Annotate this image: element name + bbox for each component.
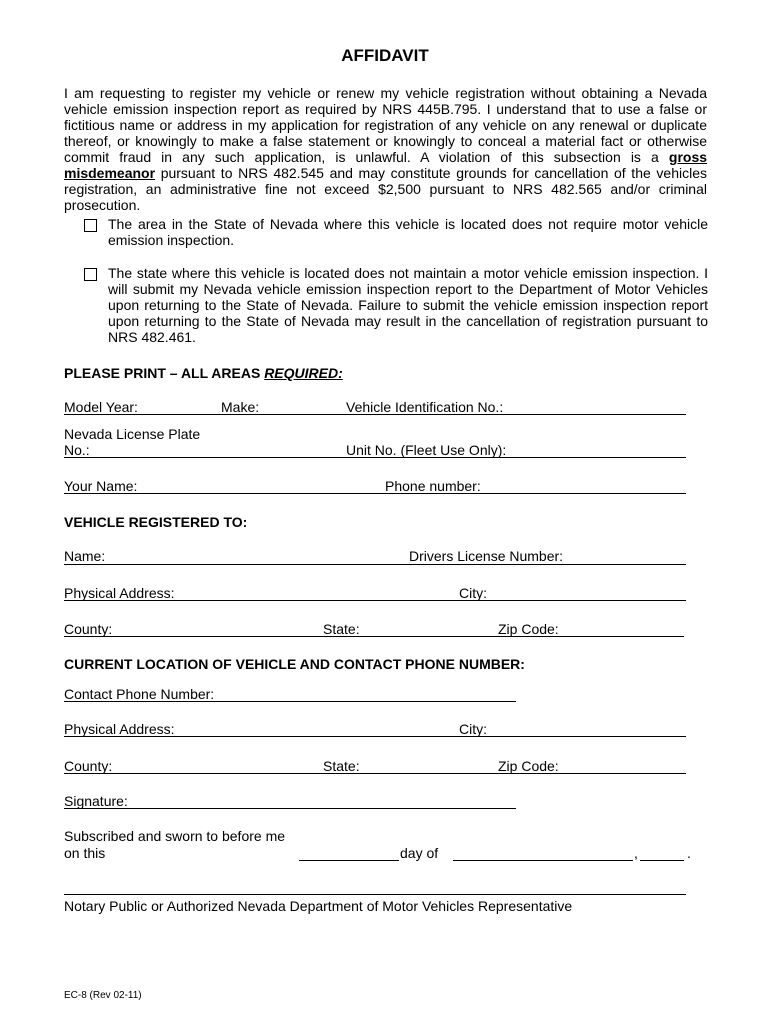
print-heading-required: REQUIRED: <box>264 365 343 381</box>
option-1-checkbox[interactable] <box>84 219 97 232</box>
loc-city-label: City: <box>459 721 487 737</box>
reg-city-label: City: <box>459 585 487 601</box>
sworn-day-line[interactable] <box>299 860 399 861</box>
option-2-checkbox[interactable] <box>84 268 97 281</box>
sworn-year-line[interactable] <box>640 860 684 861</box>
plate-unit-line[interactable] <box>64 457 686 458</box>
reg-state-label: State: <box>323 621 360 637</box>
sworn-line2: on this <box>64 845 106 861</box>
intro-emphasis: gross misdemeanor <box>64 149 708 181</box>
reg-dl-label: Drivers License Number: <box>409 548 564 564</box>
sworn-day-of-label: day of <box>400 845 439 861</box>
location-heading: CURRENT LOCATION OF VEHICLE AND CONTACT PHONE NUMBER: <box>64 656 525 672</box>
loc-address-line[interactable] <box>64 736 686 737</box>
loc-zip-label: Zip Code: <box>498 758 559 774</box>
loc-address-label: Physical Address: <box>64 721 175 737</box>
intro-text-before: I am requesting to register my vehicle or renew my vehicle registration without obtaining a Nevada vehicle emission inspection report as required by NRS 445B.795. I understand that to use a false or fictitious name or address in my application for registration of any vehicle on any renewal or duplicate thereof, or knowingly to make a false statement or knowingly to conceal a material fact or otherwise commit fraud in any such application, is unlawful. A violation of this subsection is a <box>64 85 707 165</box>
reg-zip-label: Zip Code: <box>498 621 559 637</box>
registered-heading: VEHICLE REGISTERED TO: <box>64 514 248 530</box>
reg-address-label: Physical Address: <box>64 585 175 601</box>
loc-county-label: County: <box>64 758 113 774</box>
loc-county-line[interactable] <box>64 773 686 774</box>
notary-label: Notary Public or Authorized Nevada Department of Motor Vehicles Representative <box>64 898 573 914</box>
option-1-text: The area in the State of Nevada where this vehicle is located does not require motor vehicle emission inspection. <box>108 216 708 248</box>
reg-name-line[interactable] <box>64 564 686 565</box>
reg-address-line[interactable] <box>64 600 686 601</box>
intro-text-after: pursuant to NRS 482.545 and may constitute grounds for cancellation of the vehicles registration, an administrative fine not exceed $2,500 pursuant to NRS 482.565 and/or criminal prosecution. <box>64 165 707 213</box>
reg-county-label: County: <box>64 621 113 637</box>
reg-county-line[interactable] <box>64 636 684 637</box>
plate-label-line1: Nevada License Plate <box>64 426 201 442</box>
print-heading-text: PLEASE PRINT – ALL AREAS <box>64 365 261 381</box>
signature-label: Signature: <box>64 793 128 809</box>
vin-label: Vehicle Identification No.: <box>346 399 504 415</box>
sworn-period: . <box>687 845 691 861</box>
notary-signature-line[interactable] <box>64 894 686 895</box>
make-label: Make: <box>221 399 260 415</box>
unit-no-label: Unit No. (Fleet Use Only): <box>346 442 507 458</box>
your-name-label: Your Name: <box>64 478 138 494</box>
name-phone-line[interactable] <box>64 493 686 494</box>
plate-label-line2: No.: <box>64 442 90 458</box>
phone-label: Phone number: <box>385 478 481 494</box>
print-heading <box>64 365 343 381</box>
model-year-label: Model Year: <box>64 399 138 415</box>
loc-state-label: State: <box>323 758 360 774</box>
sworn-comma: , <box>634 845 638 861</box>
reg-name-label: Name: <box>64 548 106 564</box>
sworn-line1: Subscribed and sworn to before me <box>64 828 286 844</box>
sworn-month-line[interactable] <box>453 860 633 861</box>
contact-phone-line[interactable] <box>64 701 516 702</box>
vehicle-info-line[interactable] <box>64 414 686 415</box>
intro-paragraph <box>64 85 707 213</box>
page-title: AFFIDAVIT <box>341 46 429 65</box>
contact-phone-label: Contact Phone Number: <box>64 686 215 702</box>
form-number: EC-8 (Rev 02-11) <box>64 990 142 1001</box>
option-2-text: The state where this vehicle is located does not maintain a motor vehicle emission inspection. I will submit my Nevada vehicle emission inspection report to the Department of Motor Vehicles upon returning to the State of Nevada. Failure to submit the vehicle emission inspection report upon returning to the State of Nevada may result in the cancellation of registration pursuant to NRS 482.461. <box>108 265 708 345</box>
signature-line[interactable] <box>64 808 516 809</box>
